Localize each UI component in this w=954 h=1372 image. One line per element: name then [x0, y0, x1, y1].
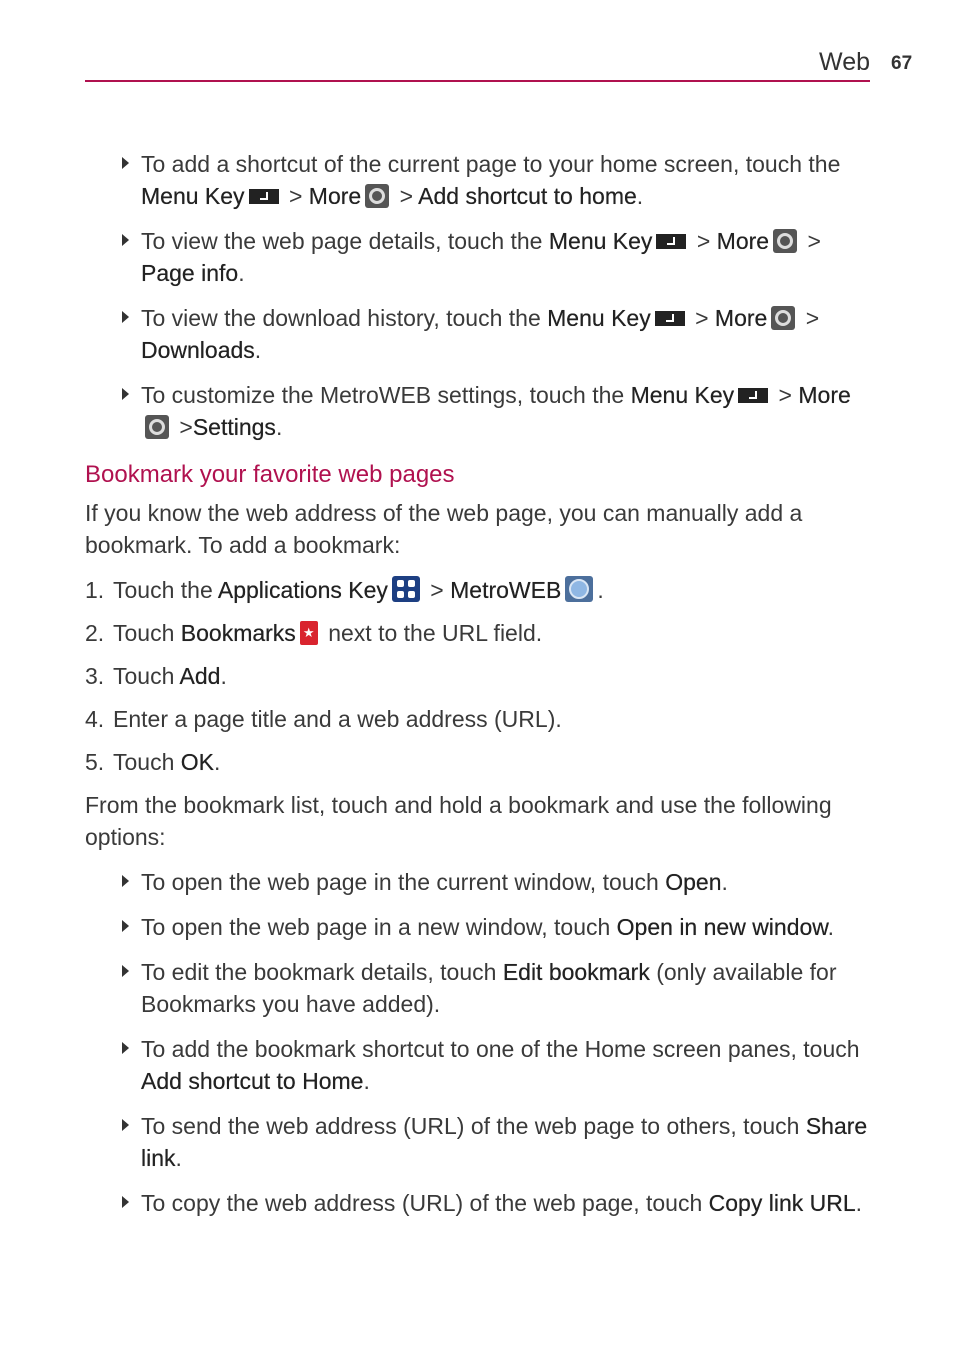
target-label: Downloads — [141, 337, 255, 363]
target-label: Settings — [192, 414, 276, 440]
step-item — [85, 660, 875, 692]
list-item — [141, 1187, 875, 1219]
list-item — [141, 148, 875, 212]
bookmark-icon — [300, 621, 318, 645]
step-text: Enter a page title and a web address (URL). — [113, 706, 562, 732]
bullet-text: To view the web page details, touch the — [141, 228, 549, 254]
more-label: More — [714, 305, 768, 331]
bullet-text: . — [827, 914, 835, 940]
separator: > — [688, 305, 715, 331]
bullet-text: To view the download history, touch the — [141, 305, 548, 331]
more-label: More — [308, 183, 362, 209]
option-label: Add shortcut to Home — [141, 1068, 364, 1094]
separator: > — [393, 183, 419, 209]
target-label: Page info — [141, 260, 239, 286]
menu-key-icon — [656, 234, 686, 249]
more-icon — [773, 229, 797, 253]
step-number: 4. — [85, 706, 105, 732]
menu-key-icon — [249, 189, 279, 204]
step-item — [85, 703, 875, 735]
list-item — [141, 1033, 875, 1097]
step-number: 2. — [85, 620, 105, 646]
more-icon — [771, 306, 795, 330]
bullet-text: . — [175, 1145, 182, 1171]
separator: > — [799, 305, 820, 331]
bookmarks-label: Bookmarks — [180, 620, 296, 646]
option-label: Open — [665, 869, 722, 895]
section-heading: Bookmark your favorite web pages — [85, 461, 455, 488]
page-number: 67 — [891, 53, 913, 74]
bullet-text: To edit the bookmark details, touch — [141, 959, 503, 985]
step-number: 3. — [85, 663, 105, 689]
punctuation: . — [597, 577, 604, 603]
bullet-text: . — [855, 1190, 863, 1216]
intro-paragraph: If you know the web address of the web page, you can manually add a bookmark. To add a bookmark: — [85, 500, 803, 558]
option-label: Copy link URL — [708, 1190, 856, 1216]
more-label: More — [798, 382, 851, 408]
list-item — [141, 302, 875, 366]
menu-key-label: Menu Key — [141, 183, 245, 209]
applications-key-label: Applications Key — [217, 577, 388, 603]
step-text: Touch the — [113, 577, 218, 603]
option-label: Edit bookmark — [502, 959, 650, 985]
step-number: 1. — [85, 577, 105, 603]
step-text: Touch — [113, 620, 181, 646]
bullet-text: . — [721, 869, 728, 895]
intro-bullet-list — [85, 148, 875, 443]
more-label: More — [716, 228, 770, 254]
applications-grid-icon — [392, 576, 420, 602]
punctuation: . — [636, 183, 644, 209]
option-label: Open in new window — [616, 914, 828, 940]
bullet-text: To open the web page in a new window, touch — [141, 914, 617, 940]
step-text: Touch — [113, 663, 180, 689]
section-title: Web — [819, 48, 870, 76]
more-icon — [145, 415, 169, 439]
option-label: Share link — [141, 1113, 868, 1171]
separator: > — [801, 228, 821, 254]
metroweb-label: MetroWEB — [450, 577, 562, 603]
menu-key-label: Menu Key — [548, 228, 653, 254]
step-item — [85, 746, 875, 778]
list-item — [141, 956, 875, 1020]
step-item — [85, 574, 875, 606]
bullet-text: To customize the MetroWEB settings, touch the — [141, 382, 631, 408]
header-divider — [85, 80, 870, 82]
target-label: Add shortcut to home — [418, 183, 637, 209]
options-paragraph: From the bookmark list, touch and hold a bookmark and use the following options: — [85, 792, 832, 850]
step-number: 5. — [85, 749, 105, 775]
bullet-text: (only available for Bookmarks you have added). — [141, 959, 837, 1017]
steps-list — [85, 574, 875, 778]
step-item — [85, 617, 875, 649]
bullet-text: To open the web page in the current window, touch — [141, 869, 666, 895]
list-item — [141, 911, 875, 943]
punctuation: . — [214, 749, 221, 775]
page-content — [85, 148, 875, 1232]
globe-icon — [565, 576, 593, 602]
menu-key-label: Menu Key — [630, 382, 735, 408]
separator: > — [282, 183, 309, 209]
punctuation: . — [275, 414, 283, 440]
step-text: next to the URL field. — [321, 620, 543, 646]
menu-key-icon — [655, 311, 685, 326]
punctuation: . — [254, 337, 262, 363]
bullet-text: To add a shortcut of the current page to your home screen, touch the — [141, 151, 841, 177]
step-text: Touch — [113, 749, 181, 775]
list-item — [141, 379, 875, 443]
separator: > — [772, 382, 799, 408]
punctuation: . — [238, 260, 245, 286]
bullet-text: To send the web address (URL) of the web page to others, touch — [141, 1113, 806, 1139]
menu-key-label: Menu Key — [547, 305, 651, 331]
list-item — [141, 225, 875, 289]
list-item — [141, 866, 875, 898]
separator: > — [423, 577, 451, 603]
separator: > — [690, 228, 717, 254]
ok-label: OK — [180, 749, 214, 775]
separator: > — [173, 414, 193, 440]
bullet-text: To add the bookmark shortcut to one of the Home screen panes, touch — [141, 1036, 860, 1062]
punctuation: . — [220, 663, 227, 689]
bullet-text: . — [363, 1068, 370, 1094]
add-label: Add — [179, 663, 221, 689]
more-icon — [365, 184, 389, 208]
menu-key-icon — [738, 388, 768, 403]
bullet-text: To copy the web address (URL) of the web page, touch — [141, 1190, 709, 1216]
list-item — [141, 1110, 875, 1174]
options-bullet-list — [85, 866, 875, 1219]
